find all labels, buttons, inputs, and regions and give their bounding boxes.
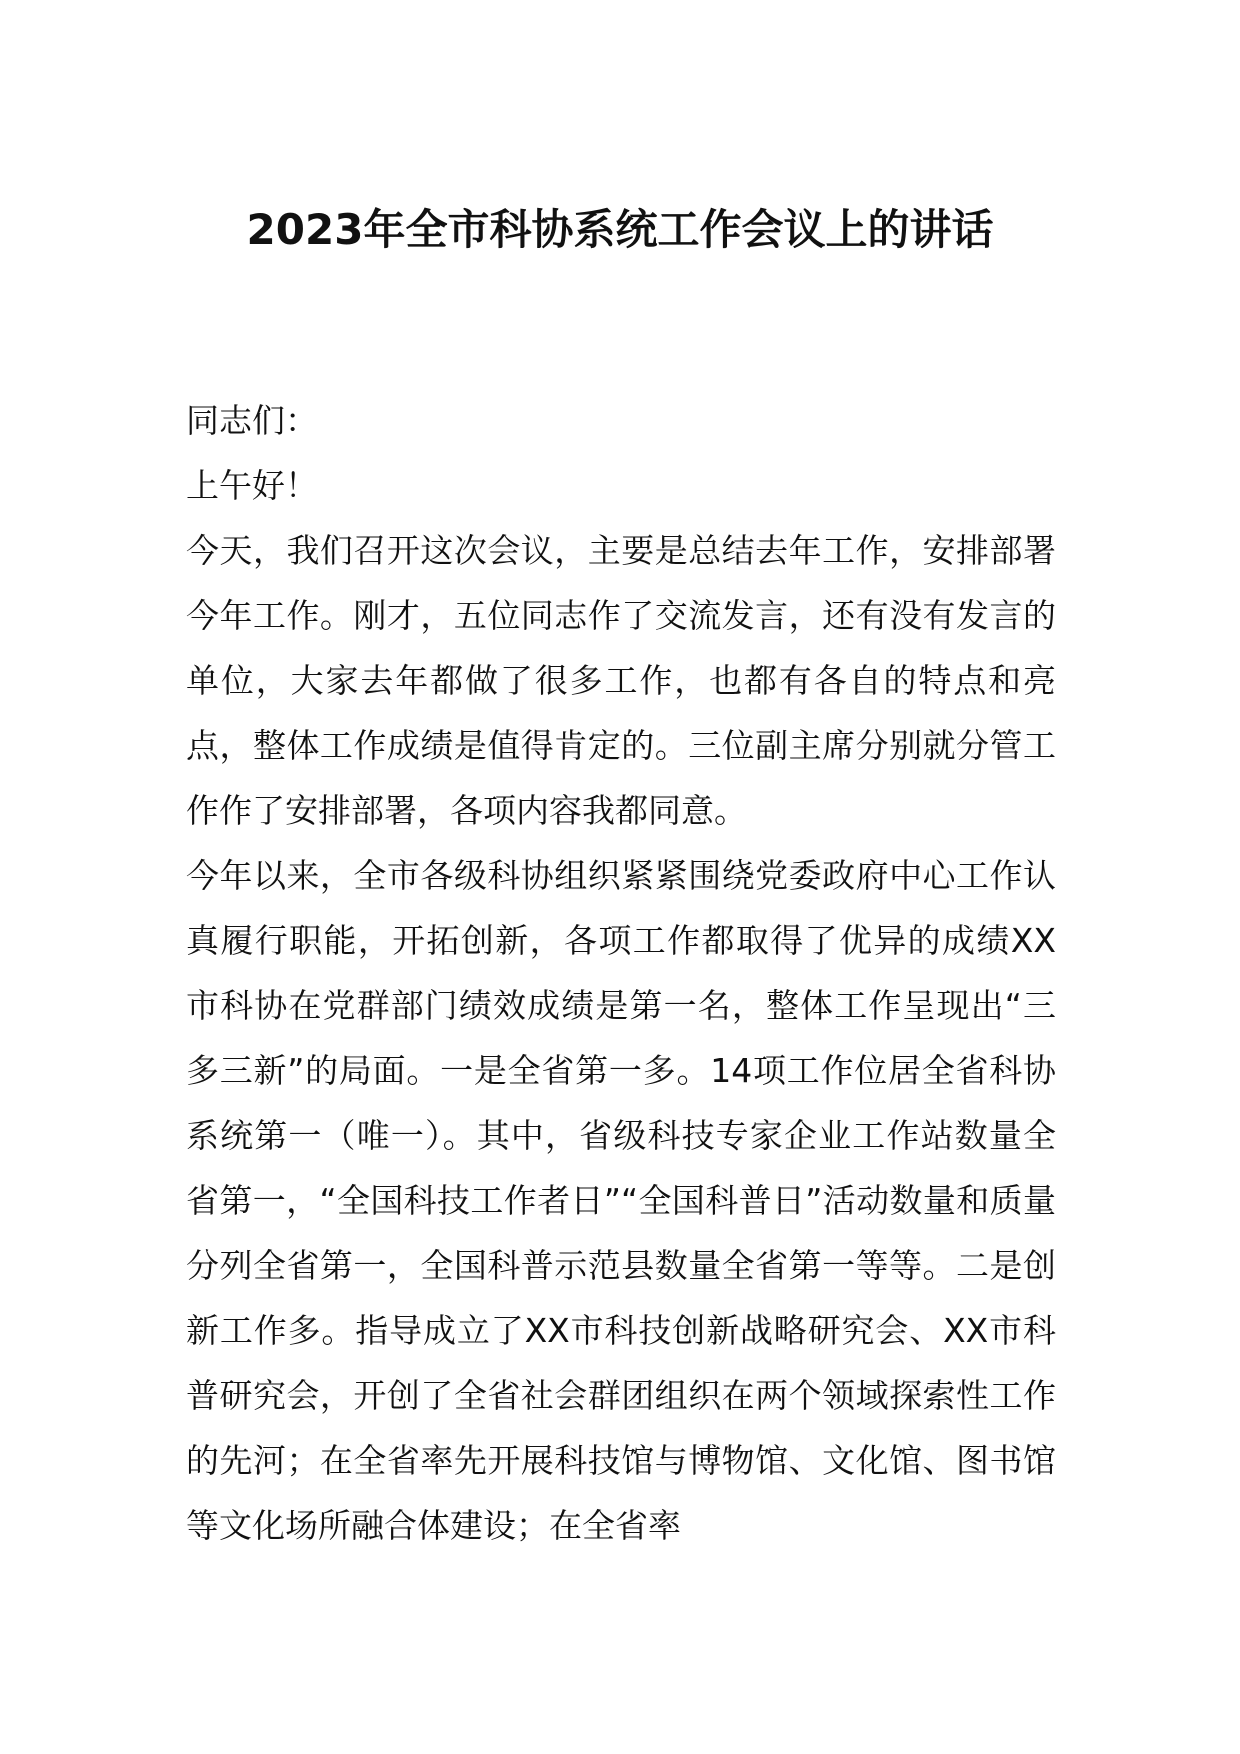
document-body (186, 388, 1056, 1558)
document-title: 2023年全市科协系统工作会议上的讲话 (246, 205, 994, 254)
paragraph-intro: 今天，我们召开这次会议，主要是总结去年工作，安排部署今年工作。刚才，五位同志作了交流发言，还有没有发言的单位，大家去年都做了很多工作，也都有各自的特点和亮点，整体工作成绩是值得肯定的。三位副主席分别就分管工作作了安排部署，各项内容我都同意。 (186, 531, 1056, 830)
greeting: 上午好！ (186, 466, 318, 505)
paragraph-achievements: 今年以来，全市各级科协组织紧紧围绕党委政府中心工作认真履行职能，开拓创新，各项工作都取得了优异的成绩XX市科协在党群部门绩效成绩是第一名，整体工作呈现出“三多三新”的局面。一是全省第一多。14项工作位居全省科协系统第一（唯一）。其中，省级科技专家企业工作站数量全省第一，“全国科技工作者日”“全国科普日”活动数量和质量分列全省第一，全国科普示范县数量全省第一等等。二是创新工作多。指导成立了XX市科技创新战略研究会、XX市科普研究会，开创了全省社会群团组织在两个领域探索性工作的先河；在全省率先开展科技馆与博物馆、文化馆、图书馆等文化场所融合体建设；在全省率 (186, 856, 1056, 1545)
salutation: 同志们： (186, 401, 318, 440)
